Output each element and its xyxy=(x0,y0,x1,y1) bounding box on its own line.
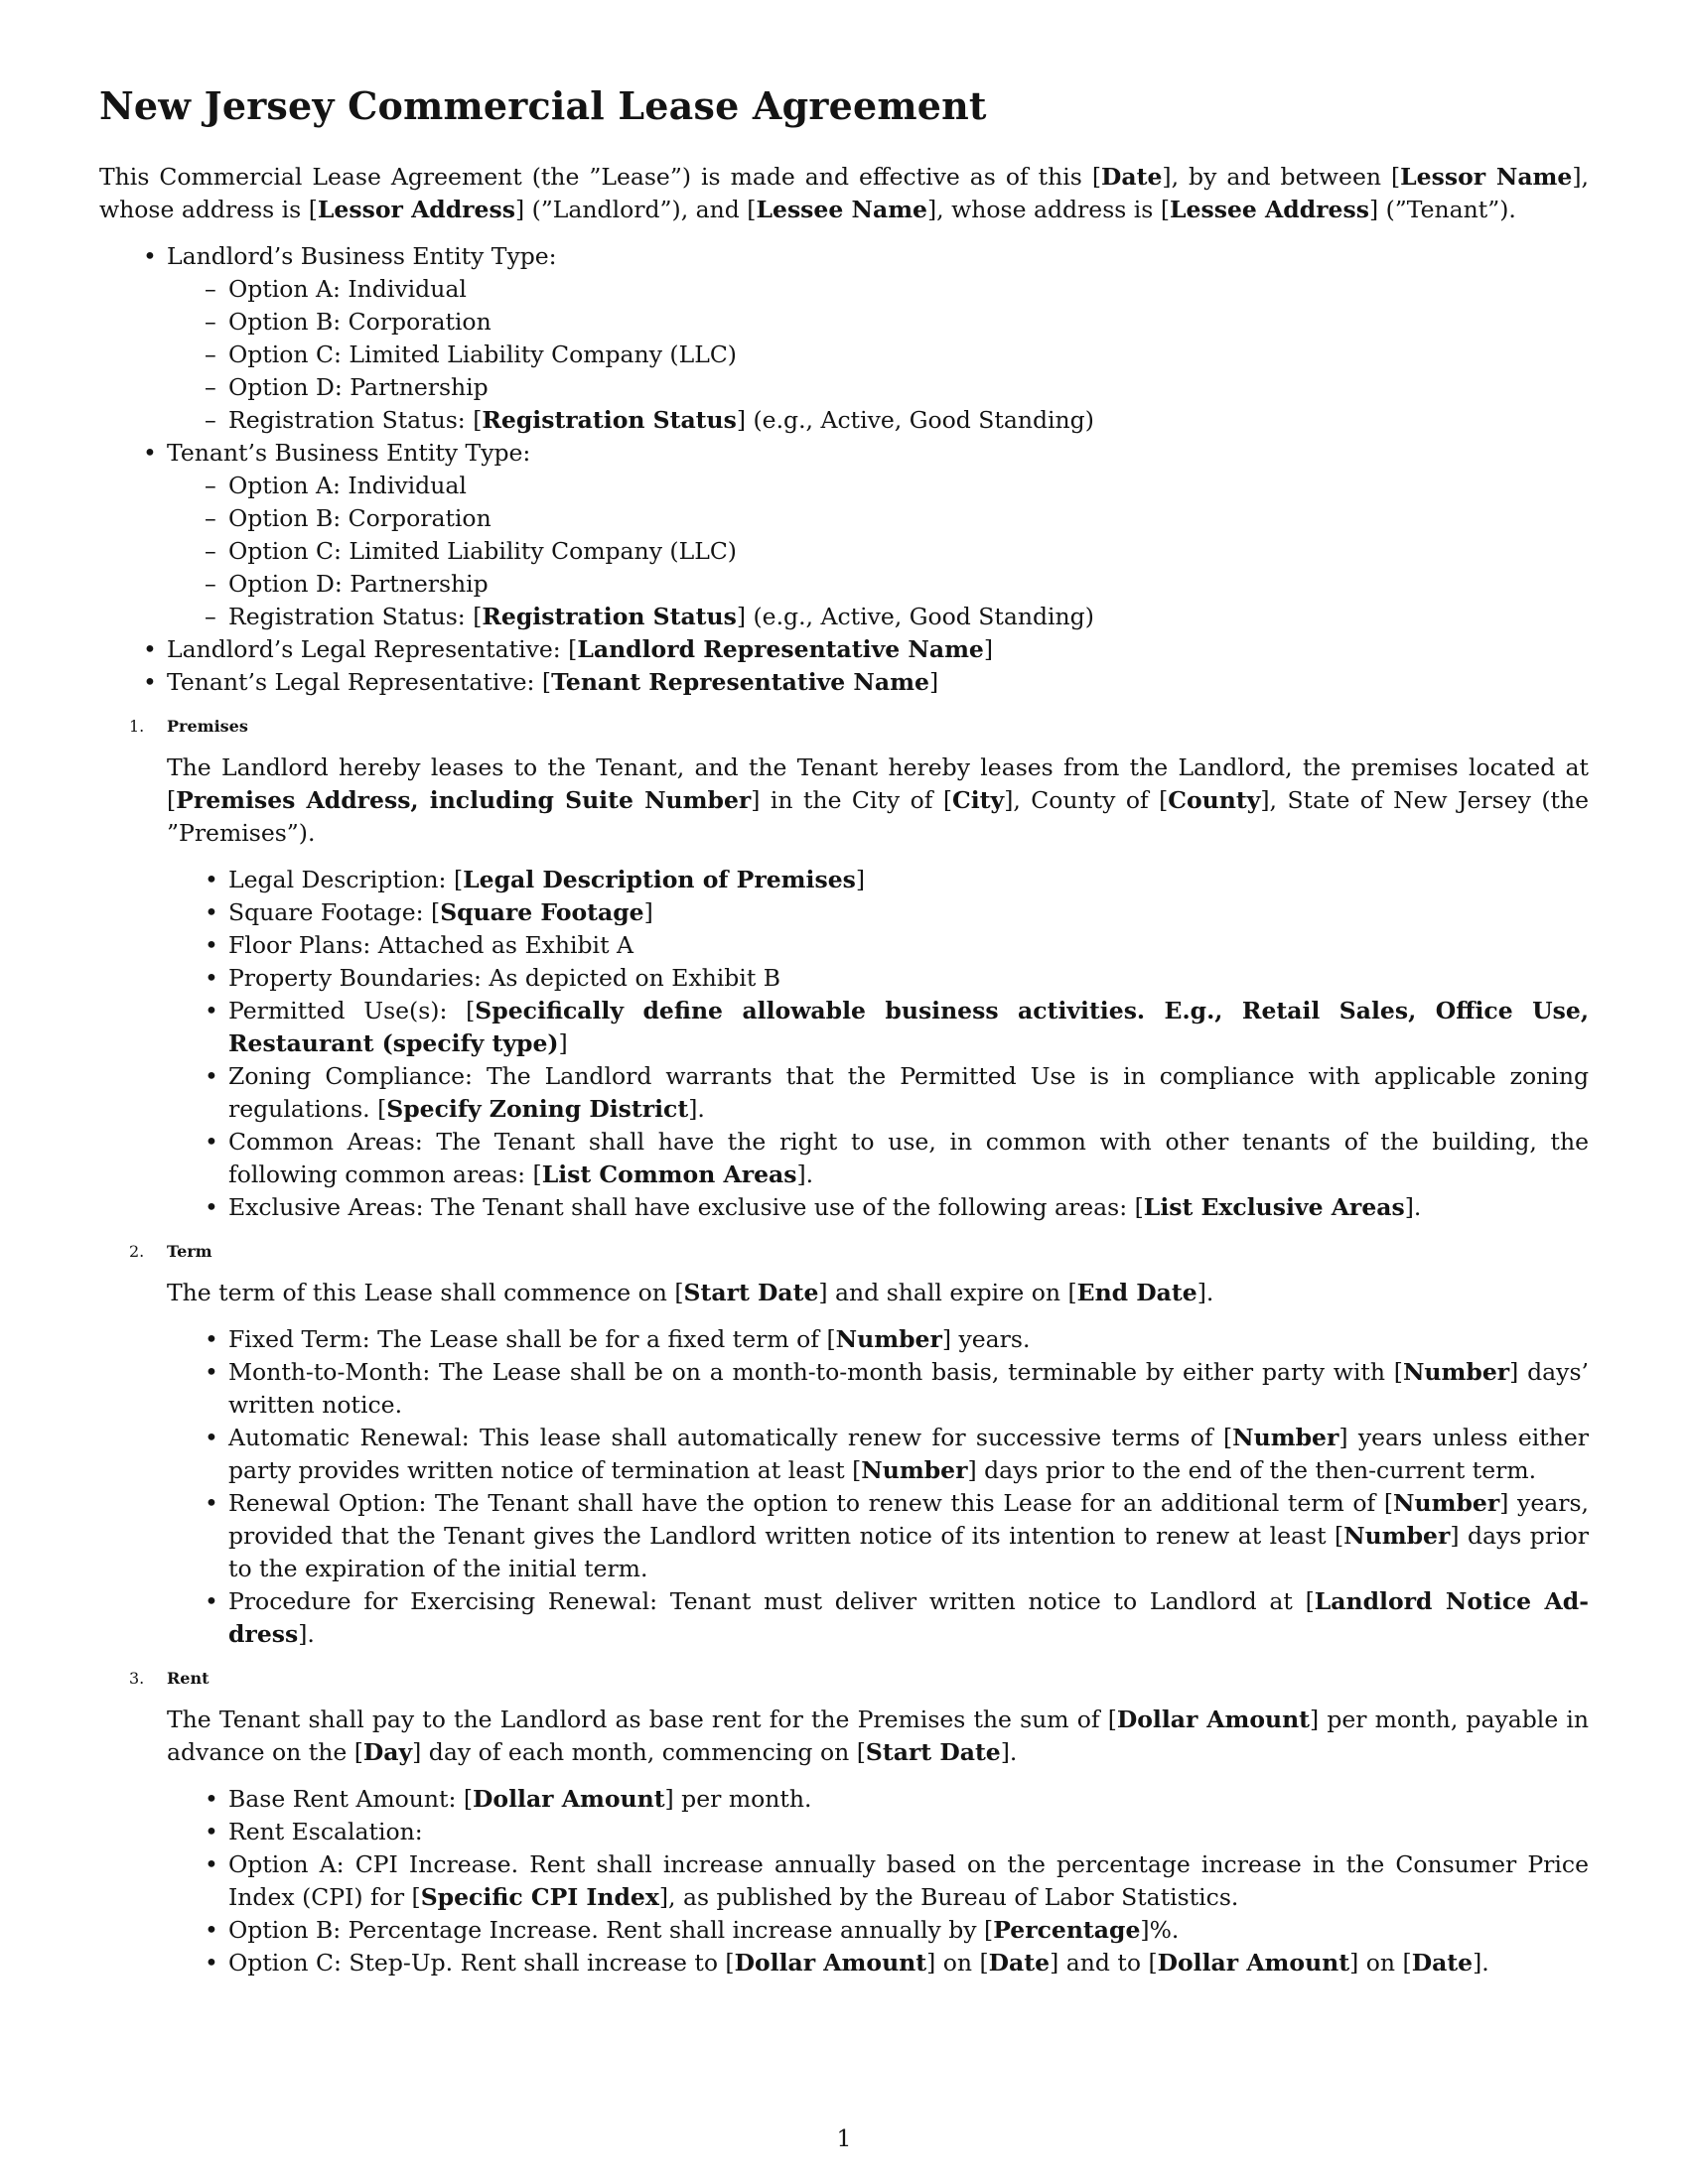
list-item: • Floor Plans: Attached as Exhibit A xyxy=(228,929,1589,962)
list-item: • Legal Description: [Legal Description of Premises] xyxy=(228,864,1589,896)
section-rent xyxy=(99,1669,1589,1979)
page-number: 1 xyxy=(836,2124,852,2152)
list-item: • Common Areas: The Tenant shall have the right to use, in common with other tenants of the building, the following common areas: [List Common Areas]. xyxy=(228,1126,1589,1191)
section-title: Term xyxy=(167,1242,212,1261)
list-item: – Option B: Corporation xyxy=(228,306,1589,339)
list-item: • Option B: Percentage Increase. Rent shall increase annually by [Percentage]%. xyxy=(228,1914,1589,1947)
list-item: • Option C: Step-Up. Rent shall increase to [Dollar Amount] on [Date] and to [Dollar Amount] on [Date]. xyxy=(228,1947,1589,1979)
section-paragraph: The Tenant shall pay to the Landlord as base rent for the Premises the sum of [Dollar Amount] per month, payable in advance on the [Day] day of each month, commencing on [Start Date]. xyxy=(167,1706,1590,1766)
list-item: • Rent Escalation: xyxy=(228,1816,1589,1848)
tenant-rep-item: • Tenant’s Legal Representative: [Tenant Representative Name] xyxy=(167,666,1589,699)
section-premises xyxy=(99,717,1589,1224)
list-item: • Procedure for Exercising Renewal: Tenant must deliver written notice to Landlord at [Landlord Notice Address]. xyxy=(228,1585,1589,1651)
list-item: • Square Footage: [Square Footage] xyxy=(228,896,1589,929)
list-item: – Option B: Corporation xyxy=(228,502,1589,535)
landlord-entity-item: • Landlord’s Business Entity Type: – Option A: Individual – Option B: Corporation – Option C: Limited Liability Company (LLC) – Option D: Partnership – Registration Status: [Registration Status] (e.g., Active, Good Standing) xyxy=(167,240,1589,437)
list-item: – Registration Status: [Registration Status] (e.g., Active, Good Standing) xyxy=(228,601,1589,633)
list-item: • Fixed Term: The Lease shall be for a fixed term of [Number] years. xyxy=(228,1323,1589,1356)
list-item: • Option A: CPI Increase. Rent shall increase annually based on the percentage increase in the Consumer Price Index (CPI) for [Specific CPI Index], as published by the Bureau of Labor Statistics. xyxy=(228,1848,1589,1914)
list-item: – Option D: Partnership xyxy=(228,371,1589,404)
list-item: • Month-to-Month: The Lease shall be on a month-to-month basis, terminable by either party with [Number] days’ written notice. xyxy=(228,1356,1589,1422)
list-item: – Option D: Partnership xyxy=(228,568,1589,601)
section-number: 1. xyxy=(129,717,145,736)
list-item: • Property Boundaries: As depicted on Exhibit B xyxy=(228,962,1589,995)
section-paragraph: The Landlord hereby leases to the Tenant, and the Tenant hereby leases from the Landlord, the premises located at [Premises Address, including Suite Number] in the City of [City], County of [County], State of New Jersey (the ”Premises”). xyxy=(167,753,1590,847)
list-item: – Option A: Individual xyxy=(228,273,1589,306)
list-item: – Option C: Limited Liability Company (LLC) xyxy=(228,535,1589,568)
section-paragraph: The term of this Lease shall commence on [Start Date] and shall expire on [End Date]. xyxy=(167,1279,1214,1306)
list-item: • Zoning Compliance: The Landlord warrants that the Permitted Use is in compliance with applicable zoning regulations. [Specify Zoning District]. xyxy=(228,1060,1589,1126)
list-item: – Registration Status: [Registration Status] (e.g., Active, Good Standing) xyxy=(228,404,1589,437)
intro-paragraph: This Commercial Lease Agreement (the ”Lease”) is made and effective as of this [Date], by and between [Lessor Name], whose address is [Lessor Address] (”Landlord”), and [Lessee Name], whose address is [Lessee Address] (”Tenant”). xyxy=(99,163,1590,223)
list-item: – Option A: Individual xyxy=(228,470,1589,502)
section-title: Premises xyxy=(167,717,248,736)
list-item: • Automatic Renewal: This lease shall automatically renew for successive terms of [Number] years unless either party provides written notice of termination at least [Number] days prior to the end of the then-current term. xyxy=(228,1422,1589,1487)
parties-list xyxy=(99,240,1589,699)
list-item: • Exclusive Areas: The Tenant shall have exclusive use of the following areas: [List Exclusive Areas]. xyxy=(228,1191,1589,1224)
list-item: • Renewal Option: The Tenant shall have the option to renew this Lease for an additional term of [Number] years, provided that the Tenant gives the Landlord written notice of its intention to renew at least [Number] days prior to the expiration of the initial term. xyxy=(228,1487,1589,1585)
document-page xyxy=(99,83,1589,1997)
section-number: 3. xyxy=(129,1669,145,1688)
landlord-rep-item: • Landlord’s Legal Representative: [Landlord Representative Name] xyxy=(167,633,1589,666)
list-item: – Option C: Limited Liability Company (LLC) xyxy=(228,339,1589,371)
list-item: • Base Rent Amount: [Dollar Amount] per month. xyxy=(228,1783,1589,1816)
section-title: Rent xyxy=(167,1669,210,1688)
list-item: • Permitted Use(s): [Specifically define allowable business activities. E.g., Retail Sales, Office Use, Restaurant (specify type)] xyxy=(228,995,1589,1060)
section-term xyxy=(99,1242,1589,1651)
section-number: 2. xyxy=(129,1242,145,1261)
document-title: New Jersey Commercial Lease Agreement xyxy=(99,83,987,128)
tenant-entity-item: • Tenant’s Business Entity Type: – Option A: Individual – Option B: Corporation – Option C: Limited Liability Company (LLC) – Option D: Partnership – Registration Status: [Registration Status] (e.g., Active, Good Standing) xyxy=(167,437,1589,633)
